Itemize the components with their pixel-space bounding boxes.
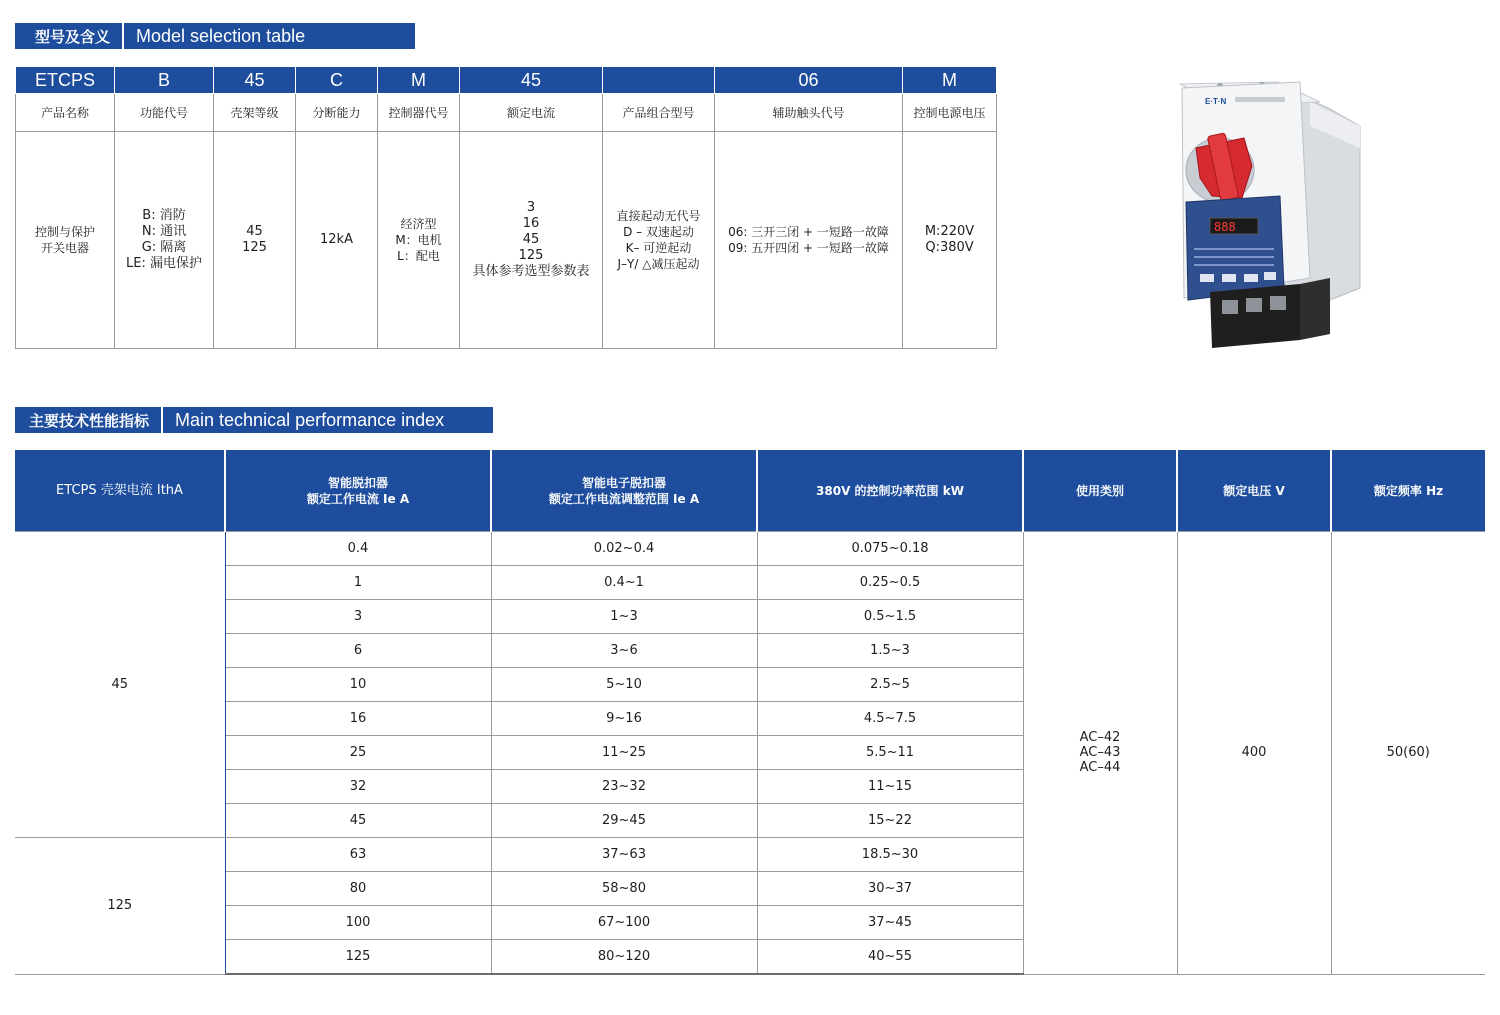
model-selection-table [15,66,997,349]
table-header-row [15,450,1485,532]
model-label-cell: 壳架等级 [214,94,296,132]
rated-current-cell: 100 [225,906,491,940]
column-header: 380V 的控制功率范围 kW [757,450,1023,532]
model-code-cell: M [903,67,997,94]
rated-current-cell: 45 [225,804,491,838]
section-title-en: Main technical performance index [163,407,493,433]
model-description-cell: 45 125 [214,132,296,349]
rated-current-cell: 16 [225,702,491,736]
section-title-cn: 型号及含义 [15,23,122,49]
control-power-cell: 18.5~30 [757,838,1023,872]
control-power-cell: 4.5~7.5 [757,702,1023,736]
model-description-cell: 3 16 45 125 具体参考选型参数表 [460,132,603,349]
adjust-range-cell: 1~3 [491,600,757,634]
model-label-cell: 功能代号 [115,94,214,132]
model-code-cell: 06 [715,67,903,94]
adjust-range-cell: 3~6 [491,634,757,668]
table-row [15,532,1485,566]
column-header: 额定电压 V [1177,450,1331,532]
adjust-range-cell: 0.4~1 [491,566,757,600]
model-code-cell: B [115,67,214,94]
control-power-cell: 30~37 [757,872,1023,906]
rated-current-cell: 6 [225,634,491,668]
control-power-cell: 0.25~0.5 [757,566,1023,600]
adjust-range-cell: 0.02~0.4 [491,532,757,566]
section-title-en: Model selection table [124,23,415,49]
frame-current-cell: 125 [15,838,225,975]
model-label-cell: 产品组合型号 [603,94,715,132]
technical-performance-table [15,450,1485,975]
model-description-cell: M:220V Q:380V [903,132,997,349]
rated-current-cell: 25 [225,736,491,770]
control-power-cell: 2.5~5 [757,668,1023,702]
model-description-cell: 12kA [296,132,378,349]
model-description-cell: 直接起动无代号 D – 双速起动 K– 可逆起动 J–Y/ △减压起动 [603,132,715,349]
adjust-range-cell: 37~63 [491,838,757,872]
model-label-cell: 控制器代号 [378,94,460,132]
model-label-cell: 产品名称 [16,94,115,132]
model-code-row [16,67,997,94]
section-heading-technical [15,407,493,433]
led-display: 888 [1214,220,1236,234]
adjust-range-cell: 58~80 [491,872,757,906]
rated-current-cell: 80 [225,872,491,906]
rated-current-cell: 0.4 [225,532,491,566]
control-power-cell: 11~15 [757,770,1023,804]
model-label-cell: 分断能力 [296,94,378,132]
control-power-cell: 0.075~0.18 [757,532,1023,566]
model-code-cell [603,67,715,94]
model-code-cell: 45 [460,67,603,94]
model-label-cell: 控制电源电压 [903,94,997,132]
section-heading-model [15,23,415,49]
adjust-range-cell: 67~100 [491,906,757,940]
column-header: ETCPS 壳架电流 IthA [15,450,225,532]
model-description-cell: B: 消防 N: 通讯 G: 隔离 LE: 漏电保护 [115,132,214,349]
section-title-cn: 主要技术性能指标 [15,407,161,433]
adjust-range-cell: 29~45 [491,804,757,838]
model-description-cell: 控制与保护 开关电器 [16,132,115,349]
control-power-cell: 37~45 [757,906,1023,940]
adjust-range-cell: 23~32 [491,770,757,804]
column-header: 额定频率 Hz [1331,450,1485,532]
control-power-cell: 15~22 [757,804,1023,838]
model-description-row [16,132,997,349]
rated-current-cell: 10 [225,668,491,702]
usage-category-cell: AC–42 AC–43 AC–44 [1023,532,1177,975]
frame-current-cell: 45 [15,532,225,838]
model-description-cell: 经济型 M：电机 L：配电 [378,132,460,349]
column-header: 智能电子脱扣器 额定工作电流调整范围 Ie A [491,450,757,532]
model-code-cell: C [296,67,378,94]
rated-current-cell: 63 [225,838,491,872]
table-body [15,532,1485,975]
terminal-block [1210,284,1300,348]
brand-logo: E·T·N [1205,97,1227,106]
model-code-cell: 45 [214,67,296,94]
rated-current-cell: 125 [225,940,491,975]
rated-current-cell: 3 [225,600,491,634]
control-power-cell: 0.5~1.5 [757,600,1023,634]
rated-current-cell: 1 [225,566,491,600]
model-code-cell: M [378,67,460,94]
adjust-range-cell: 5~10 [491,668,757,702]
control-power-cell: 5.5~11 [757,736,1023,770]
column-header: 使用类别 [1023,450,1177,532]
control-power-cell: 40~55 [757,940,1023,975]
model-label-cell: 额定电流 [460,94,603,132]
rated-current-cell: 32 [225,770,491,804]
control-power-cell: 1.5~3 [757,634,1023,668]
rated-frequency-cell: 50(60) [1331,532,1485,975]
model-label-cell: 辅助触头代号 [715,94,903,132]
product-image [1160,78,1370,358]
rated-voltage-cell: 400 [1177,532,1331,975]
model-description-cell: 06: 三开三闭 + 一短路一故障 09: 五开四闭 + 一短路一故障 [715,132,903,349]
adjust-range-cell: 80~120 [491,940,757,975]
column-header: 智能脱扣器 额定工作电流 Ie A [225,450,491,532]
adjust-range-cell: 9~16 [491,702,757,736]
adjust-range-cell: 11~25 [491,736,757,770]
model-label-row [16,94,997,132]
model-code-cell: ETCPS [16,67,115,94]
